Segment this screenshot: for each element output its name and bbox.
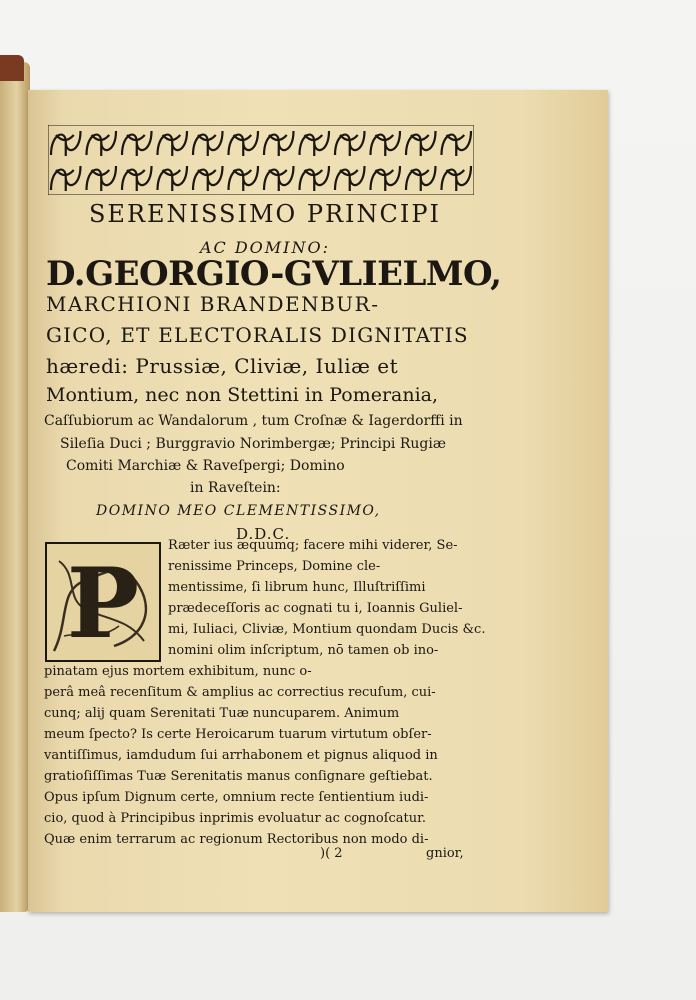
ornament-motif [87, 131, 117, 156]
ornament-border [48, 125, 474, 195]
ornament-motif [158, 166, 188, 191]
ornament-motif [87, 166, 117, 191]
ornament-motif [51, 166, 81, 191]
ornament-motif [371, 166, 401, 191]
dedication-line: DOMINO MEO CLEMENTISSIMO, [96, 503, 381, 519]
body-line: mi, Iuliaci, Cliviæ, Montium quondam Ducis &c. [168, 622, 486, 637]
ornament-motif [158, 131, 188, 156]
ornament-motif [193, 131, 223, 156]
body-line: prædeceſſoris ac cognati tu i, Ioannis Guliel- [168, 601, 463, 616]
ornament-motif [264, 131, 294, 156]
ornament-motif [335, 166, 365, 191]
ornament-motif [229, 166, 259, 191]
ornament-motif [193, 166, 223, 191]
subheading: AC DOMINO: [199, 238, 331, 257]
body-line: nomini olim inſcriptum, nō tamen ob ino- [168, 643, 439, 658]
signature-mark: )( 2 [320, 846, 343, 861]
title-line-2: GICO, ET ELECTORALIS DIGNITATIS [46, 323, 469, 347]
dedication-initials: D.D.C. [236, 525, 291, 543]
drop-cap-letter: P [66, 547, 140, 660]
ornament-motif [122, 131, 152, 156]
ornament-motif [300, 166, 330, 191]
body-line: renissime Princeps, Domine cle- [168, 559, 381, 574]
ornament-motif [51, 131, 81, 156]
book-binding-edge [0, 62, 30, 912]
body-line: cunq; alij quam Serenitati Tuæ nuncuparem. Animum [44, 706, 400, 721]
body-line: Opus ipſum Dignum certe, omnium recte ſentientium iudi- [44, 790, 429, 805]
body-line: gratioſiſſimas Tuæ Serenitatis manus conſignare geſtiebat. [44, 769, 433, 784]
title-line-3: hæredi: Prussiæ, Cliviæ, Iuliæ et [46, 354, 399, 378]
body-line: Ræter ius æquumq; facere mihi viderer, Se- [168, 538, 458, 553]
body-line: perâ meâ recenſitum & amplius ac correctius recuſum, cui- [44, 685, 436, 700]
title-line-8: in Raveſtein: [190, 480, 281, 496]
ornament-motif [122, 166, 152, 191]
ornament-motif [442, 131, 472, 156]
body-line: cio, quod à Principibus inprimis evoluatur ac cognoſcatur. [44, 811, 427, 826]
ornament-frame [48, 125, 474, 195]
heading: SERENISSIMO PRINCIPI [88, 200, 442, 228]
ornament-motif [442, 166, 472, 191]
catchword: gnior, [426, 846, 464, 861]
ornament-motif [229, 131, 259, 156]
body-line: Quæ enim terrarum ac regionum Rectoribus non modo di- [44, 832, 429, 847]
body-line: meum ſpecto? Is certe Heroicarum tuarum virtutum obſer- [44, 727, 432, 742]
ornament-motif [335, 131, 365, 156]
body-line: pinatam ejus mortem exhibitum, nunc o- [44, 664, 312, 679]
title-line-5: Caſſubiorum ac Wandalorum , tum Croſnæ & Iagerdorffi in [44, 413, 463, 429]
body-line: vantiſſimus, iamdudum ſui arrhabonem et pignus aliquod in [44, 748, 438, 763]
title-line-4: Montium, nec non Stettini in Pomerania, [46, 384, 439, 406]
title-line-6: Sileſia Duci ; Burggravio Norimbergæ; Principi Rugiæ [60, 436, 447, 452]
ornament-motif [264, 166, 294, 191]
ornament-motif [371, 131, 401, 156]
ornament-motif [406, 166, 436, 191]
ornament-motif [300, 131, 330, 156]
title-line-7: Comiti Marchiæ & Raveſpergi; Domino [66, 458, 345, 474]
body-line: mentissime, ſi librum hunc, Illuſtriſſimi [168, 580, 426, 595]
ornament-motif [406, 131, 436, 156]
book-spine-cap [0, 55, 24, 81]
decorated-initial [44, 541, 162, 663]
dedicatee-name: D.GEORGIO-GVLIELMO, [46, 254, 502, 294]
title-line-1: MARCHIONI BRANDENBUR- [46, 292, 380, 316]
